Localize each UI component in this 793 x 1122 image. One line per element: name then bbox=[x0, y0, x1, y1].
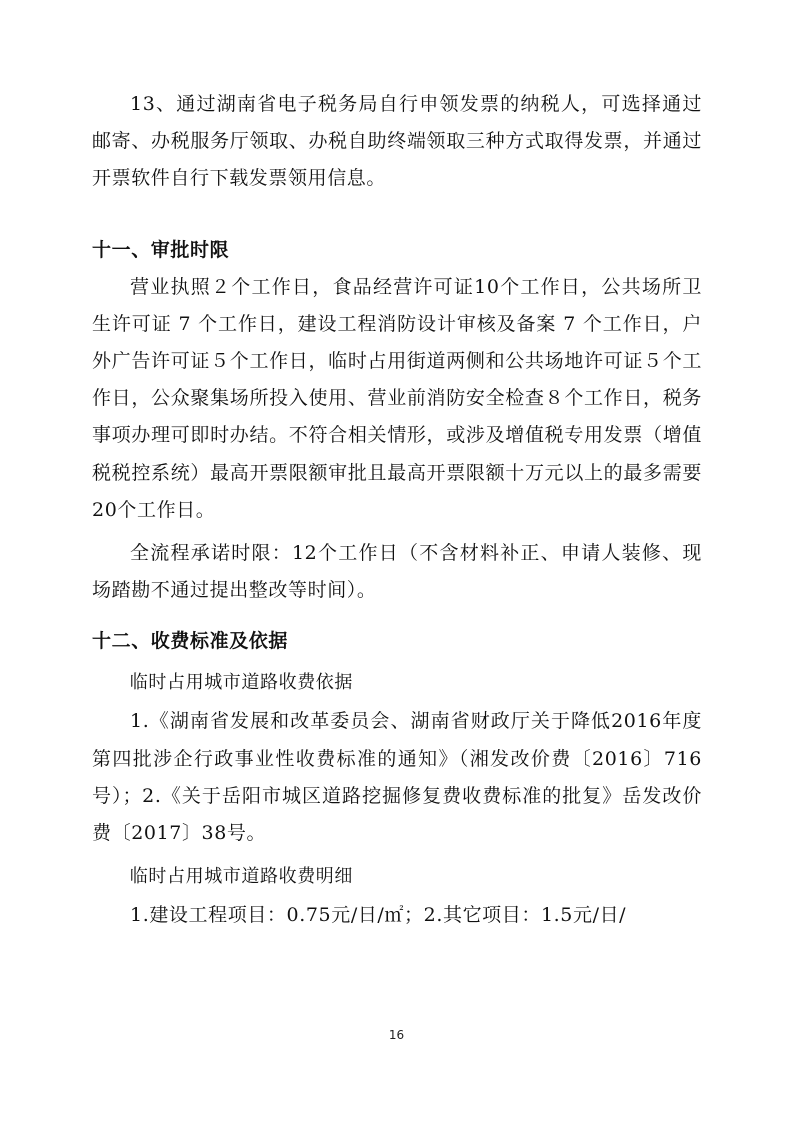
subheading-fee-basis: 临时占用城市道路收费依据 bbox=[129, 672, 353, 694]
paragraph-fee-details: 1.建设工程项目：0.75元/日/㎡；2.其它项目：1.5元/日/ bbox=[130, 904, 627, 927]
page-content bbox=[92, 86, 702, 934]
paragraph-fee-basis: 1.《湖南省发展和改革委员会、湖南省财政厅关于降低2016年度第四批涉企行政事业性收费标准的通知》（湘发改价费〔2016〕716号）；2.《关于岳阳市城区道路挖掘修复费收费标准的批复》岳发改价费〔2017〕38号。 bbox=[92, 710, 702, 845]
paragraph-approval-time-limit: 营业执照２个工作日，食品经营许可证10个工作日，公共场所卫生许可证 7 个工作日，建设工程消防设计审核及备案 7 个工作日，户外广告许可证５个工作日，临时占用街道两侧和公共场地许可证５个工作日，公众聚集场所投入使用、营业前消防安全检查８个工作日，税务事项办理可即时办结。不符合相关情形，或涉及增值税专用发票（增值税税控系统）最高开票限额审批且最高开票限额十万元以上的最多需要20个工作日。 bbox=[92, 275, 702, 521]
section-title-approval-time-limit: 十一、审批时限 bbox=[92, 238, 230, 261]
paragraph-item-13: 13、通过湖南省电子税务局自行申领发票的纳税人，可选择通过邮寄、办税服务厅领取、办税自助终端领取三种方式取得发票，并通过开票软件自行下载发票领用信息。 bbox=[92, 93, 702, 190]
paragraph-total-process-time-limit: 全流程承诺时限：12个工作日（不含材料补正、申请人装修、现场踏勘不通过提出整改等时间）。 bbox=[92, 542, 702, 602]
page-number: 16 bbox=[388, 1028, 405, 1042]
section-title-fee-standards: 十二、收费标准及依据 bbox=[92, 630, 289, 653]
subheading-fee-details: 临时占用城市道路收费明细 bbox=[129, 866, 353, 888]
